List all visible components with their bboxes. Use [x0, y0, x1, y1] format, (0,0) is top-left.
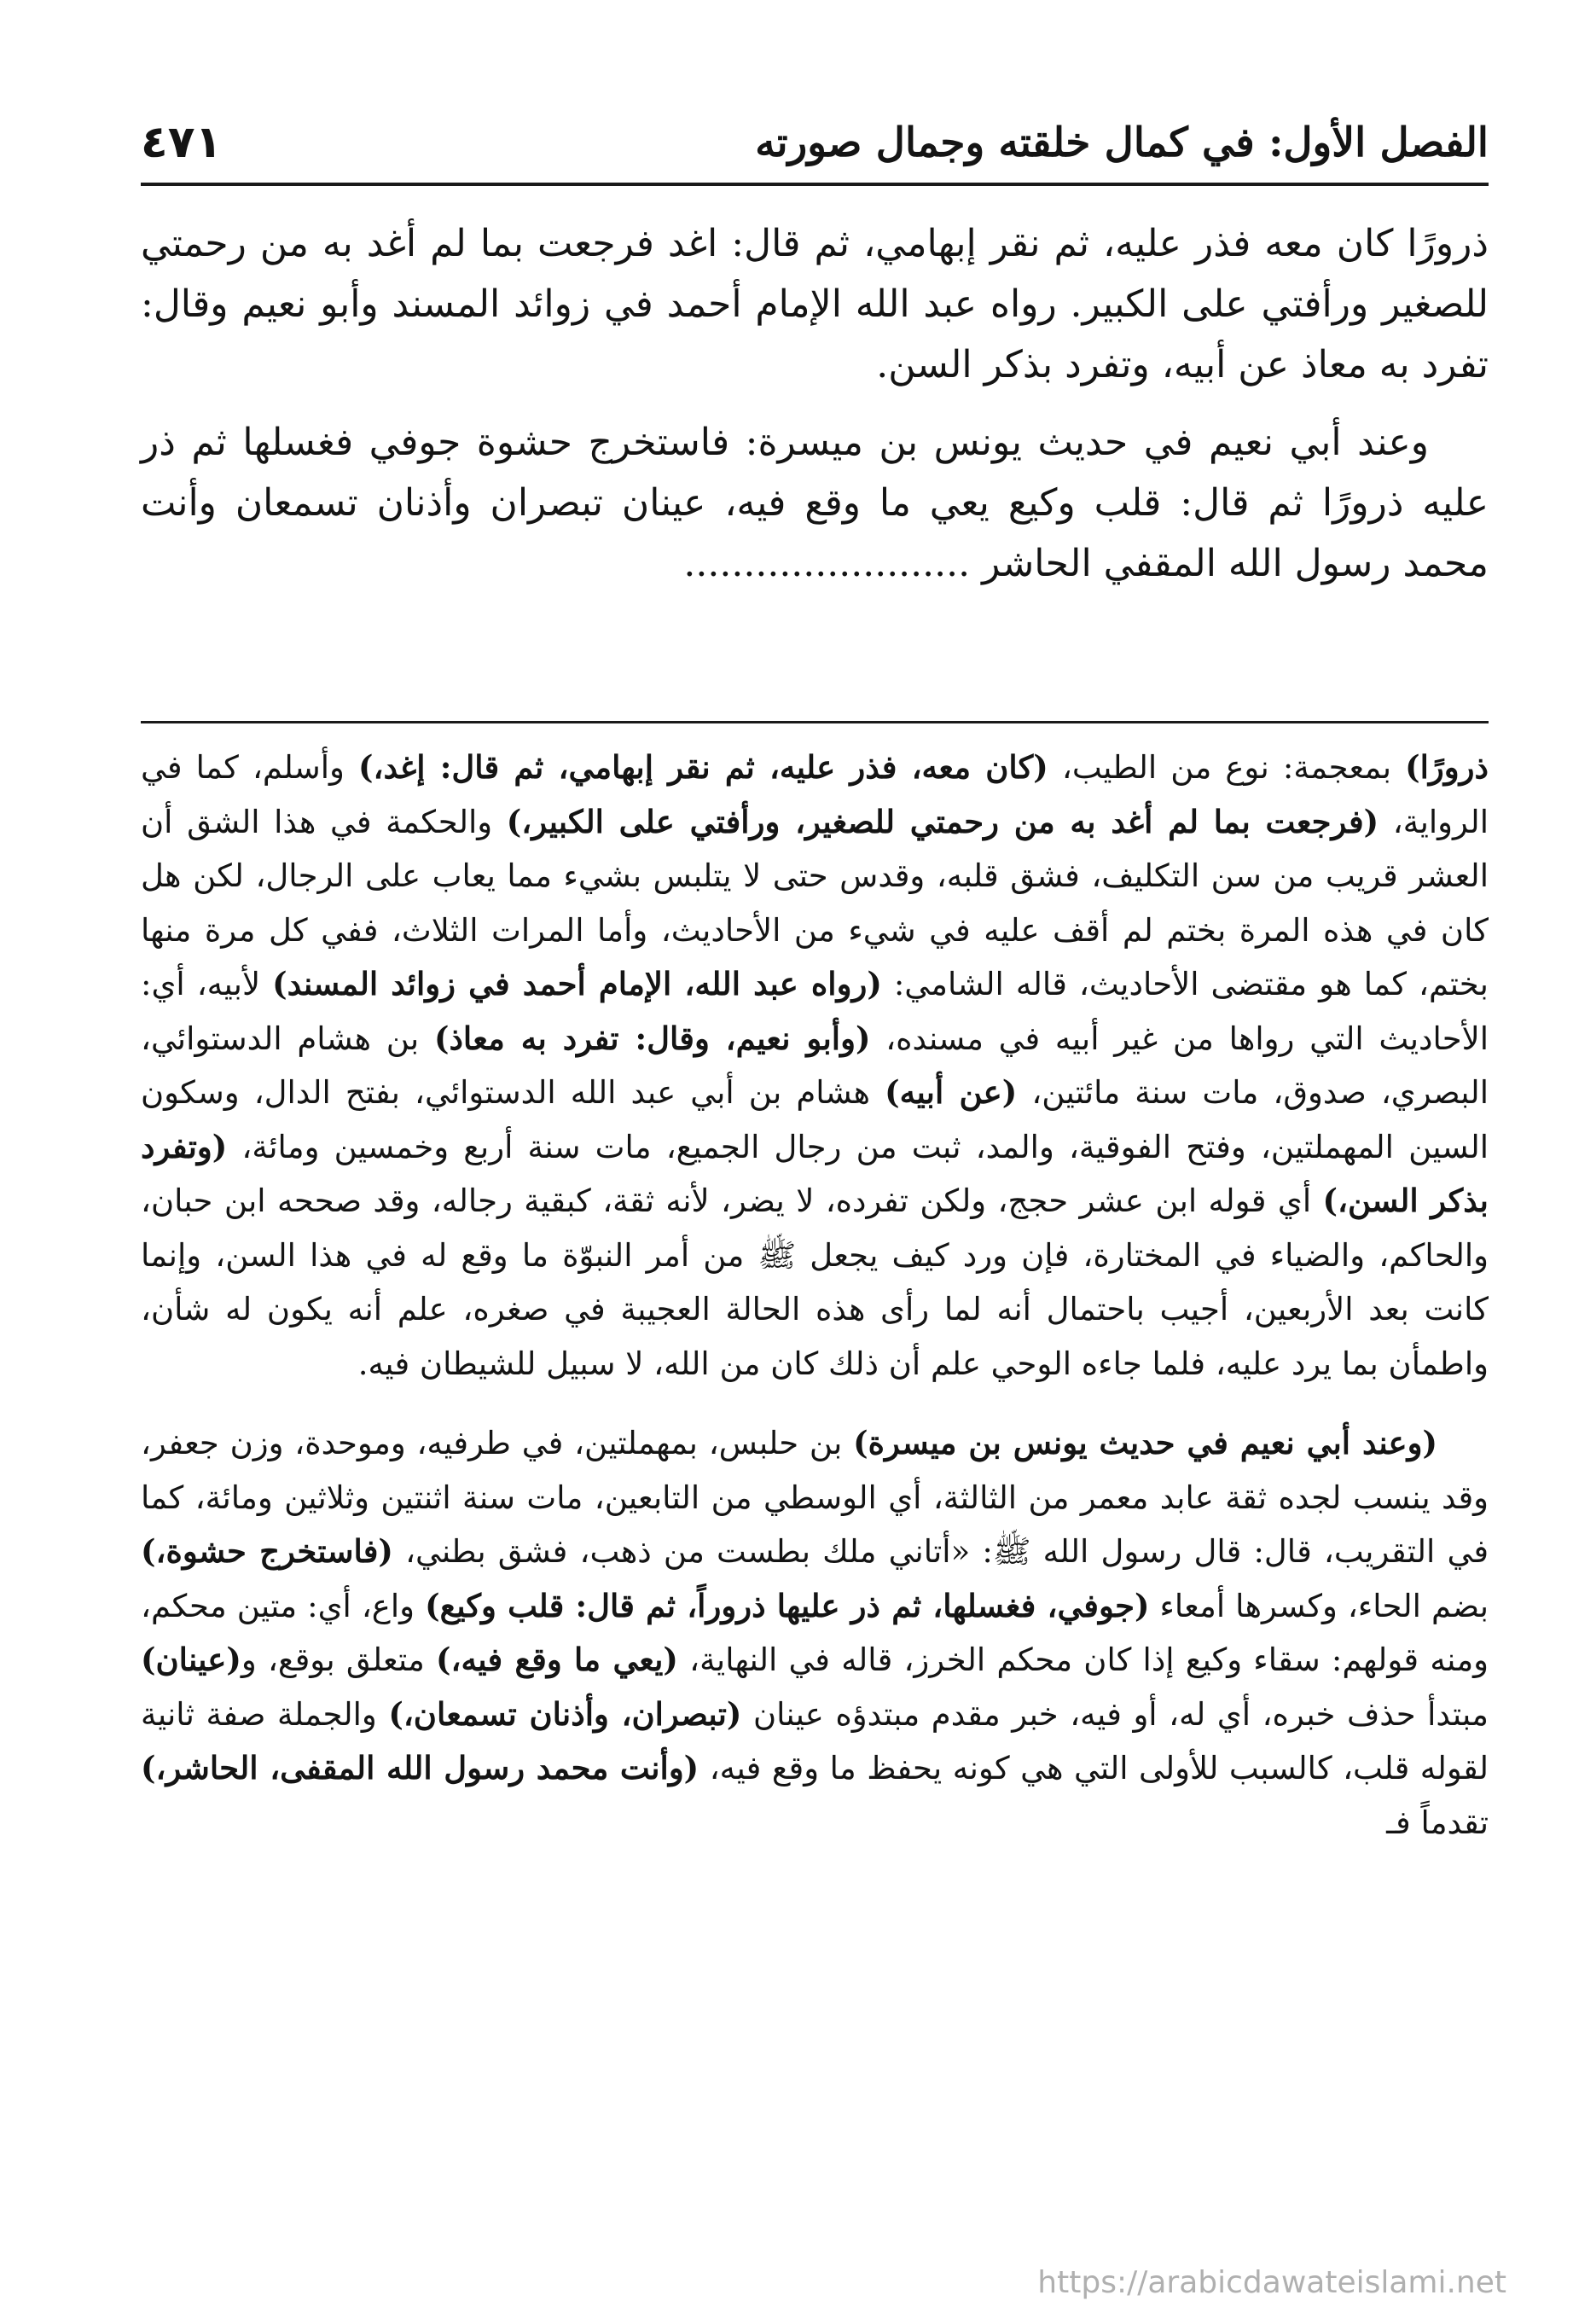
quoted-phrase: (وعند أبي نعيم في حديث يونس بن ميسرة)	[853, 1424, 1438, 1461]
commentary-text: بمعجمة: نوع من الطيب،	[1048, 749, 1406, 786]
continuation-dots: ........................	[683, 542, 971, 585]
main-paragraph-text: ذرورًا كان معه فذر عليه، ثم نقر إبهامي، ثم قال: اغد فرجعت بما لم أغد به من رحمتي للصغير ورأفتي على الكبير. رواه عبد الله الإمام أحمد في زوائد المسند وأبو نعيم وقال: تفرد به معاذ عن أبيه، وتفرد بذكر السن.	[141, 222, 1489, 386]
commentary-text: تقدماً فـ	[1386, 1804, 1489, 1841]
commentary-paragraph	[141, 1416, 1489, 1850]
page-header	[141, 96, 1489, 189]
commentary-text: أي قوله ابن عشر حجج، ولكن تفرده، لا يضر، لأنه ثقة، كبقية رجاله، وقد صححه ابن حبان، والحاكم، والضياء في المختارة، فإن ورد كيف يجعل ﷺ من أمر النبوّة ما وقع له في هذا السن، وإنما كانت بعد الأربعين، أجيب باحتمال أنه لما رأى هذه الحالة العجيبة في صغره، علم أنه يكون له شأن، واطمأن بما يرد عليه، فلما جاءه الوحي علم أن ذلك كان من الله، لا سبيل للشيطان فيه.	[141, 1182, 1489, 1382]
quoted-phrase: (وأبو نعيم، وقال: تفرد به معاذ)	[433, 1019, 871, 1057]
commentary-text: بن حلبس، بمهملتين، في طرفيه، وموحدة، وزن جعفر، وقد ينسب لجده ثقة عابد معمر من الثالثة، أي الوسطي من التابعين، مات سنة اثنتين وثلاثين ومائة، كما في التقريب، قال: قال رسول الله ﷺ: «أتاني ملك بطست من ذهب، فشق بطني،	[141, 1425, 1489, 1570]
footnote-rule	[141, 721, 1489, 723]
quoted-phrase: (فرجعت بما لم أغد به من رحمتي للصغير، ورأفتي على الكبير،)	[506, 802, 1379, 840]
quoted-phrase: (كان معه، فذر عليه، ثم نقر إبهامي، ثم قال: إغد،)	[358, 748, 1048, 786]
quoted-phrase: ذرورًا)	[1405, 748, 1489, 786]
quoted-phrase: (رواه عبد الله، الإمام أحمد في زوائد المسند)	[272, 965, 882, 1002]
commentary-paragraph	[141, 741, 1489, 1391]
commentary-text: لأبيه، أي: الأحاديث التي رواها من غير أبيه في مسنده،	[141, 966, 1489, 1057]
main-paragraph	[141, 213, 1489, 395]
quoted-phrase: (تبصران، وأذنان تسمعان،)	[388, 1694, 742, 1733]
commentary-text: والحكمة في هذا الشق أن العشر قريب من سن التكليف، فشق قلبه، وقدس حتى لا يتلبس بشيء مما يعاب على الرجال، لكن هل كان في هذه المرة بختم لم أقف عليه في شيء من الأحاديث، وأما المرات الثلاث، ففي كل مرة منها بختم، كما هو مقتضى الأحاديث، قاله الشامي:	[141, 803, 1489, 1002]
quoted-phrase: (فاستخرج حشوة،)	[141, 1532, 393, 1570]
commentary-text: بن هشام الدستوائي، البصري، صدوق، مات سنة مائتين،	[141, 1020, 1489, 1111]
quoted-phrase: (يعي ما وقع فيه،)	[436, 1641, 678, 1678]
source-watermark: https://arabicdawateislami.net	[1037, 2265, 1506, 2300]
running-title: الفصل الأول: في كمال خلقته وجمال صورته	[755, 119, 1489, 166]
main-paragraph	[141, 412, 1489, 594]
main-text	[141, 213, 1489, 594]
quoted-phrase: (عينان)	[141, 1641, 241, 1678]
commentary-text: بضم الحاء، وكسرها أمعاء	[1149, 1587, 1489, 1624]
main-paragraph-text: وعند أبي نعيم في حديث يونس بن ميسرة: فاستخرج حشوة جوفي فغسلها ثم ذر عليه ذرورًا ثم قال: قلب وكيع يعي ما وقع فيه، عينان تبصران وأذنان تسمعان وأنت محمد رسول الله المقفي الحاشر	[141, 421, 1489, 585]
commentary-text: واع، أي: متين محكم، ومنه قولهم: سقاء وكيع إذا كان محكم الخرز، قاله في النهاية،	[141, 1587, 1489, 1678]
quoted-phrase: (عن أبيه)	[885, 1073, 1018, 1111]
page-number: ٤٧١	[141, 117, 223, 168]
header-rule	[141, 183, 1489, 186]
quoted-phrase: (جوفي، فغسلها، ثم ذر عليها ذروراً، ثم قال: قلب وكيع)	[425, 1586, 1150, 1624]
quoted-phrase: (وأنت محمد رسول الله المقفى، الحاشر،)	[141, 1749, 699, 1787]
commentary-text: هشام بن أبي عبد الله الدستوائي، بفتح الدال، وسكون السين المهملتين، وفتح الفوقية، والمد، ثبت من رجال الجميع، مات سنة أربع وخمسين ومائة،	[141, 1074, 1489, 1165]
commentary	[141, 741, 1489, 1850]
commentary-text: والجملة صفة ثانية لقوله قلب، كالسبب للأولى التي هي كونه يحفظ ما وقع فيه،	[141, 1695, 1489, 1787]
quoted-phrase: (وتفرد بذكر السن،)	[141, 1127, 1489, 1219]
commentary-text: مبتدأ حذف خبره، أي له، أو فيه، خبر مقدم مبتدؤه عينان	[741, 1695, 1489, 1733]
commentary-text: وأسلم، كما في الرواية،	[141, 749, 1489, 840]
commentary-text: متعلق بوقع، و	[241, 1641, 437, 1678]
